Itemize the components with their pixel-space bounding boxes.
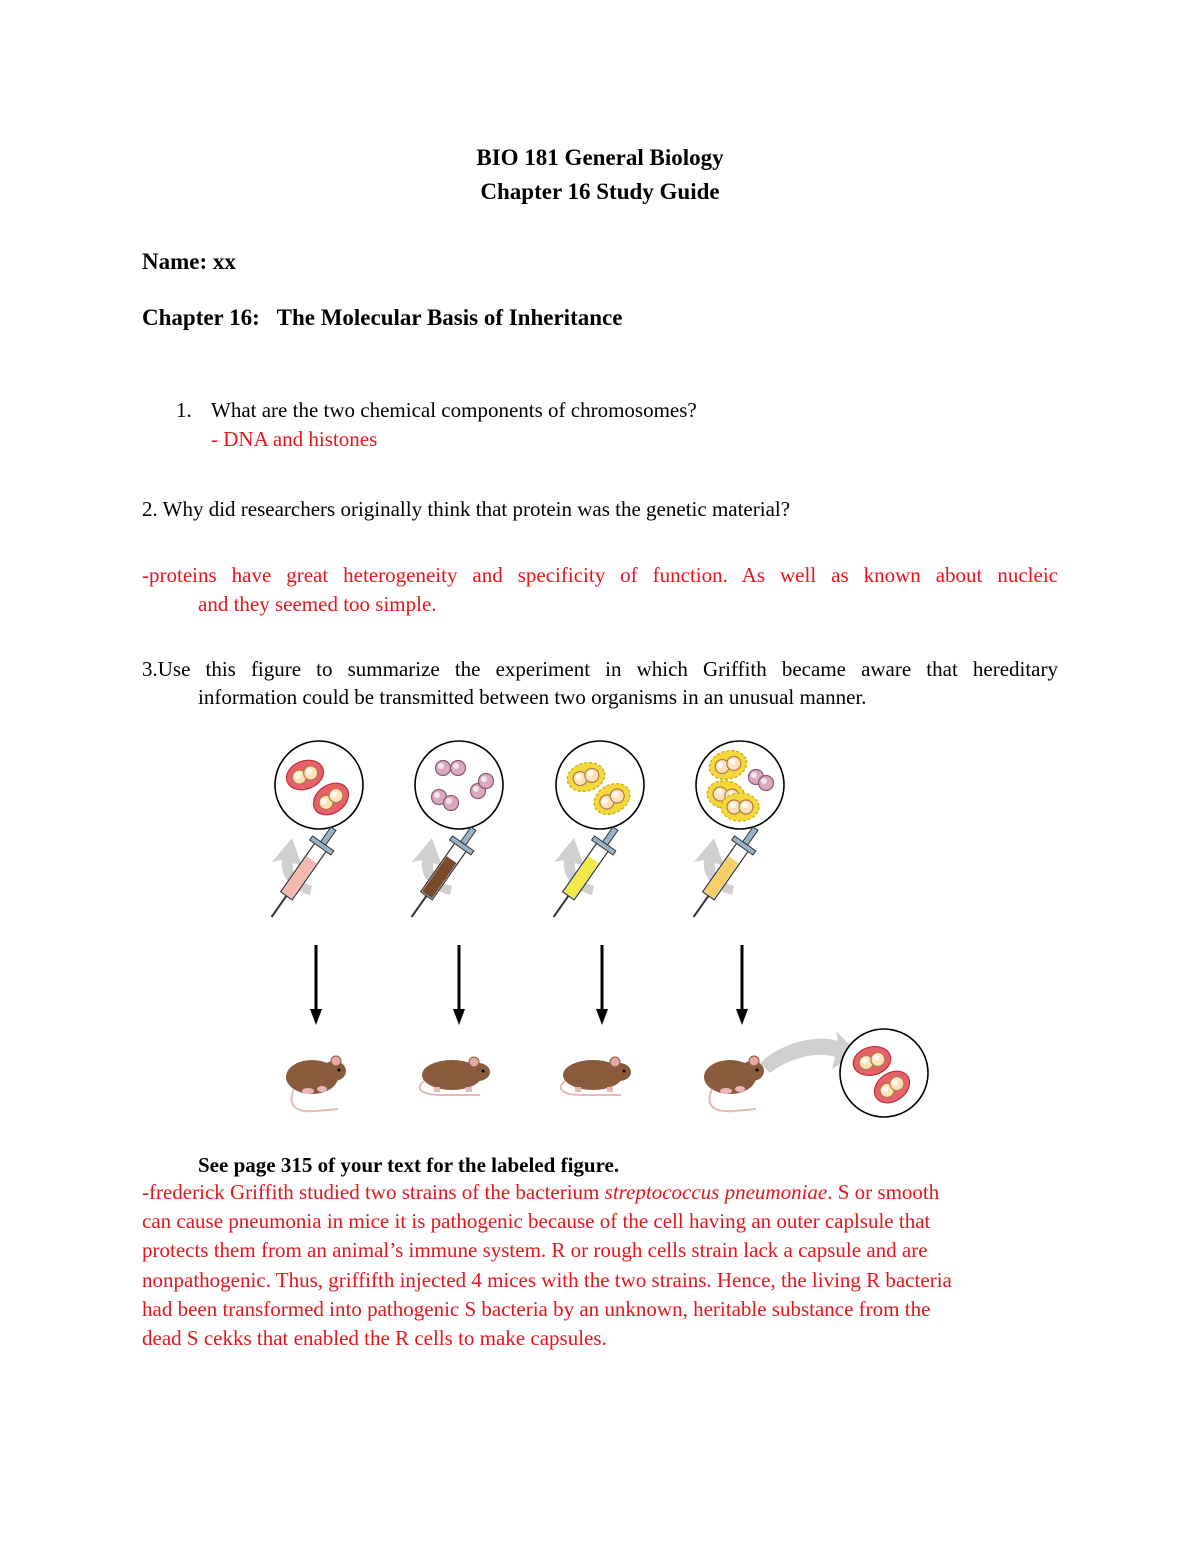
question-1-number: 1. <box>176 398 192 422</box>
culture-dish-mixture <box>696 741 784 829</box>
answer-3-line-2: can cause pneumonia in mice it is pathogenic because of the cell having an outer caplsule that <box>142 1209 931 1233</box>
column-mixture <box>683 741 928 1117</box>
answer-3-line-1-end: . S or smooth <box>827 1180 940 1204</box>
species-name: streptococcus pneumoniae <box>604 1180 828 1204</box>
question-3-line-1: 3.Use this figure to summarize the experiment in which Griffith became aware that hereditary <box>142 657 1058 681</box>
culture-dish-s-cells <box>275 741 363 829</box>
column-living-r-cells <box>401 741 503 1095</box>
healthy-mouse <box>561 1057 631 1095</box>
answer-3-line-3: protects them from an animal’s immune system. R or rough cells strain lack a capsule and are <box>142 1238 928 1262</box>
question-2: 2. Why did researchers originally think that protein was the genetic material? <box>142 497 791 521</box>
syringe-r-cells <box>401 821 484 924</box>
answer-3-line-4: nonpathogenic. Thus, griffifth injected 4 mices with the two strains. Hence, the living R bacteria <box>142 1268 952 1292</box>
dead-mouse <box>704 1056 764 1111</box>
culture-dish-r-cells <box>415 741 503 829</box>
column-heat-killed-s-cells <box>543 741 644 1095</box>
answer-3-line-6: dead S cekks that enabled the R cells to make capsules. <box>142 1326 607 1350</box>
figure-note: See page 315 of your text for the labeled figure. <box>198 1153 620 1177</box>
question-1: What are the two chemical components of chromosomes? <box>211 398 697 422</box>
syringe-heat-killed-cells <box>543 821 626 924</box>
name-line: Name: xx <box>142 249 236 274</box>
syringe-s-cells <box>261 821 344 924</box>
healthy-mouse <box>420 1057 490 1095</box>
answer-3-line-5: had been transformed into pathogenic S bacteria by an unknown, heritable substance from the <box>142 1297 931 1321</box>
chapter-label: Chapter 16: <box>142 305 260 330</box>
chapter-title: The Molecular Basis of Inheritance <box>276 305 623 330</box>
culture-dish-recovered-s-cells <box>840 1029 928 1117</box>
griffith-experiment-figure <box>260 735 980 1135</box>
answer-2-line-2: and they seemed too simple. <box>198 592 437 616</box>
down-arrow <box>310 945 322 1025</box>
dead-mouse <box>286 1056 346 1111</box>
answer-1: - DNA and histones <box>211 427 378 451</box>
answer-2-line-1: -proteins have great heterogeneity and specificity of function. As well as known about nucleic <box>142 563 1058 587</box>
answer-3-line-1-text: -frederick Griffith studied two strains of the bacterium <box>142 1180 605 1204</box>
culture-dish-heat-killed-cells <box>556 741 644 829</box>
study-guide-title: Chapter 16 Study Guide <box>480 179 720 204</box>
course-title: BIO 181 General Biology <box>476 145 724 170</box>
down-arrow <box>736 945 748 1025</box>
down-arrow <box>453 945 465 1025</box>
answer-3-line-1 <box>142 1180 939 1205</box>
syringe-mixture <box>683 821 766 924</box>
column-living-s-cells <box>261 741 363 1111</box>
chapter-heading <box>142 305 622 331</box>
question-3-line-2: information could be transmitted between two organisms in an unusual manner. <box>198 685 867 709</box>
down-arrow <box>596 945 608 1025</box>
